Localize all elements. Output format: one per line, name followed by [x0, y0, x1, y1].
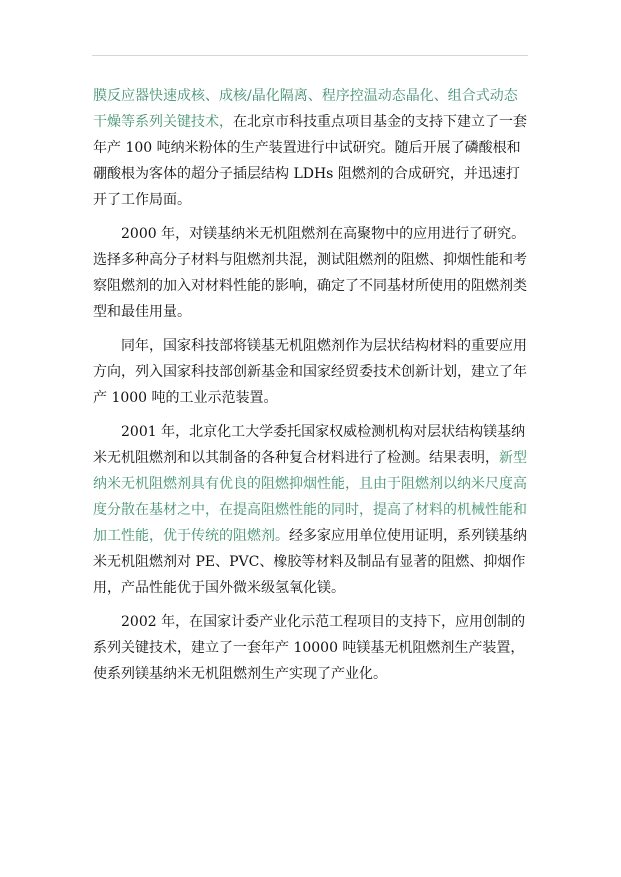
body-text: 2001 年，北京化工大学委托国家权威检测机构对层状结构镁基纳米无机阻燃剂和以其制备的各种复合材料进行了检测。结果表明，: [93, 424, 526, 466]
document-body: [93, 83, 529, 687]
body-text: 在北京市科技重点项目基金的支持下建立了一套年产 100 吨纳米粉体的生产装置进行中试研究。随后开展了磷酸根和硼酸根为客体的超分子插层结构 LDHs 阻燃剂的合成研究，并迅速打开了工作局面。: [93, 114, 527, 208]
paragraph-1: [93, 83, 529, 213]
paragraph-4: [93, 419, 529, 601]
paragraph-2: [93, 221, 529, 325]
highlighted-text: 膜反应器快速成核、成核/晶化隔离、程序控温动态晶化、组合式动态干燥等系列关键技术，: [93, 88, 518, 130]
body-text: 经多家应用单位使用证明，系列镁基纳米无机阻燃剂对 PE、PVC、橡胶等材料及制品有显著的阻燃、抑烟作用，产品性能优于国外微米级氢氧化镁。: [93, 528, 527, 596]
highlighted-text: 新型纳米无机阻燃剂具有优良的阻燃抑烟性能，且由于阻燃剂以纳米尺度高度分散在基材之中，在提高阻燃性能的同时，提高了材料的机械性能和加工性能，优于传统的阻燃剂。: [93, 450, 527, 544]
body-text: 2002 年，在国家计委产业化示范工程项目的支持下，应用创制的系列关键技术，建立了一套年产 10000 吨镁基无机阻燃剂生产装置，使系列镁基纳米无机阻燃剂生产实现了产业化。: [93, 614, 526, 682]
paragraph-5: [93, 609, 529, 687]
body-text: 同年，国家科技部将镁基无机阻燃剂作为层状结构材料的重要应用方向，列入国家科技部创新基金和国家经贸委技术创新计划，建立了年产 1000 吨的工业示范装置。: [93, 338, 527, 406]
paragraph-3: [93, 333, 529, 411]
header-rule: [92, 55, 528, 56]
body-text: 2000 年，对镁基纳米无机阻燃剂在高聚物中的应用进行了研究。选择多种高分子材料与阻燃剂共混，测试阻燃剂的阻燃、抑烟性能和考察阻燃剂的加入对材料性能的影响，确定了不同基材所使用的阻燃剂类型和最佳用量。: [93, 226, 527, 320]
